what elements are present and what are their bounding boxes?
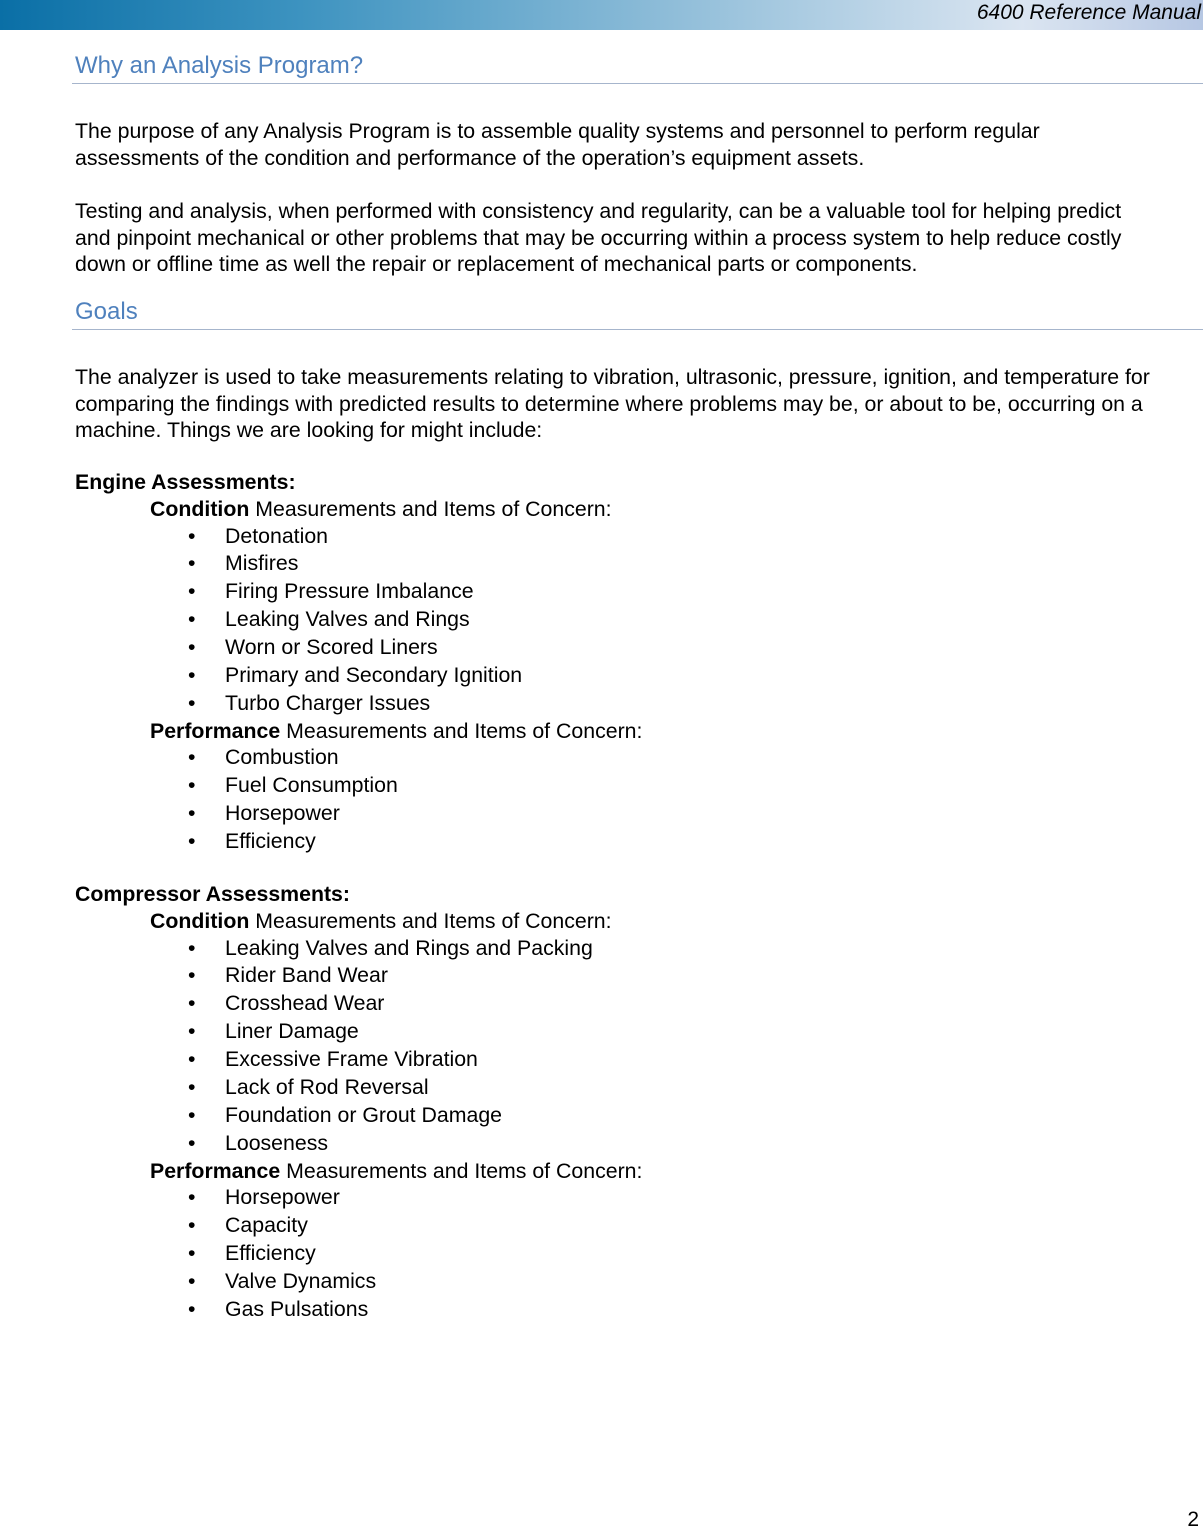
list-item-text: Excessive Frame Vibration xyxy=(225,1047,478,1072)
list-item-text: Lack of Rod Reversal xyxy=(225,1075,429,1100)
bullet-icon: • xyxy=(188,1102,196,1127)
list-item xyxy=(75,1130,1175,1158)
list-item-text: Misfires xyxy=(225,551,299,576)
list-item-text: Leaking Valves and Rings xyxy=(225,607,470,632)
bullet-icon: • xyxy=(188,1130,196,1155)
list-item-text: Detonation xyxy=(225,523,329,548)
list-item xyxy=(75,1018,1175,1046)
performance-bold: Performance xyxy=(150,718,281,743)
heading-rule xyxy=(72,329,1203,330)
heading-rule xyxy=(72,83,1203,84)
list-item xyxy=(75,634,1175,662)
list-item xyxy=(75,744,1175,772)
condition-label xyxy=(75,908,1175,935)
list-item-text: Fuel Consumption xyxy=(225,773,398,798)
performance-list xyxy=(75,744,1175,856)
paragraph: The analyzer is used to take measurements relating to vibration, ultrasonic, pressure, ignition, and temperature for comparing the findings with predicted results to determine where problems may be, or about to be, occurring on a machine. Things we are looking for might include: xyxy=(75,365,1150,442)
list-item-text: Turbo Charger Issues xyxy=(225,690,431,715)
engine-assessments xyxy=(75,469,1175,856)
performance-list xyxy=(75,1184,1175,1324)
list-item xyxy=(75,800,1175,828)
performance-label xyxy=(75,1158,1175,1185)
condition-list xyxy=(75,523,1175,718)
bullet-icon: • xyxy=(188,1296,196,1321)
paragraph: The purpose of any Analysis Program is to assemble quality systems and personnel to perform regular assessments of the condition and performance of the operation’s equipment assets. xyxy=(75,119,1040,170)
section-heading-goals: Goals xyxy=(75,298,138,325)
bullet-icon: • xyxy=(188,1075,196,1100)
bullet-icon: • xyxy=(188,773,196,798)
header-bar xyxy=(0,0,1203,30)
performance-rest: Measurements and Items of Concern: xyxy=(280,1158,643,1183)
condition-label xyxy=(75,496,1175,523)
list-item xyxy=(75,1212,1175,1240)
list-item-text: Gas Pulsations xyxy=(225,1296,369,1321)
list-item xyxy=(75,1184,1175,1212)
page-number: 2 xyxy=(1187,1508,1199,1531)
list-item xyxy=(75,690,1175,718)
assessment-title: Compressor Assessments: xyxy=(75,882,350,906)
bullet-icon: • xyxy=(188,935,196,960)
performance-bold: Performance xyxy=(150,1158,281,1183)
list-item-text: Valve Dynamics xyxy=(225,1268,377,1293)
list-item-text: Liner Damage xyxy=(225,1019,359,1044)
bullet-icon: • xyxy=(188,1019,196,1044)
list-item xyxy=(75,606,1175,634)
list-item xyxy=(75,990,1175,1018)
bullet-icon: • xyxy=(188,607,196,632)
list-item-text: Horsepower xyxy=(225,1185,340,1210)
bullet-icon: • xyxy=(188,1213,196,1238)
list-item xyxy=(75,523,1175,551)
list-item-text: Horsepower xyxy=(225,801,340,826)
list-item xyxy=(75,1046,1175,1074)
manual-title: 6400 Reference Manual xyxy=(976,1,1201,24)
performance-label xyxy=(75,718,1175,745)
performance-rest: Measurements and Items of Concern: xyxy=(280,718,643,743)
list-item-text: Worn or Scored Liners xyxy=(225,635,438,660)
list-item-text: Crosshead Wear xyxy=(225,991,385,1016)
bullet-icon: • xyxy=(188,551,196,576)
condition-bold: Condition xyxy=(150,497,250,521)
bullet-icon: • xyxy=(188,690,196,715)
bullet-icon: • xyxy=(188,663,196,688)
bullet-icon: • xyxy=(188,963,196,988)
list-item-text: Foundation or Grout Damage xyxy=(225,1102,503,1127)
condition-rest: Measurements and Items of Concern: xyxy=(249,497,612,521)
bullet-icon: • xyxy=(188,1185,196,1210)
list-item xyxy=(75,1074,1175,1102)
list-item-text: Efficiency xyxy=(225,1241,316,1266)
compressor-assessments xyxy=(75,881,1175,1324)
list-item-text: Primary and Secondary Ignition xyxy=(225,663,523,688)
list-item xyxy=(75,662,1175,690)
bullet-icon: • xyxy=(188,991,196,1016)
list-item xyxy=(75,962,1175,990)
section-heading-why: Why an Analysis Program? xyxy=(75,52,364,79)
list-item xyxy=(75,1240,1175,1268)
bullet-icon: • xyxy=(188,1047,196,1072)
condition-list xyxy=(75,935,1175,1158)
list-item xyxy=(75,1296,1175,1324)
assessment-title: Engine Assessments: xyxy=(75,470,296,494)
paragraph: Testing and analysis, when performed with consistency and regularity, can be a valuable tool for helping predict and pinpoint mechanical or other problems that may be occurring within a process system to help reduce costly down or offline time as well the repair or replacement of mechanical parts or components. xyxy=(75,199,1122,276)
bullet-icon: • xyxy=(188,829,196,854)
list-item-text: Looseness xyxy=(225,1130,329,1155)
bullet-icon: • xyxy=(188,635,196,660)
list-item-text: Rider Band Wear xyxy=(225,963,388,988)
list-item xyxy=(75,1102,1175,1130)
list-item-text: Firing Pressure Imbalance xyxy=(225,579,474,604)
list-item xyxy=(75,578,1175,606)
bullet-icon: • xyxy=(188,745,196,770)
list-item-text: Efficiency xyxy=(225,829,316,854)
bullet-icon: • xyxy=(188,1241,196,1266)
condition-rest: Measurements and Items of Concern: xyxy=(249,909,612,933)
list-item-text: Leaking Valves and Rings and Packing xyxy=(225,935,593,960)
condition-bold: Condition xyxy=(150,909,250,933)
list-item xyxy=(75,772,1175,800)
list-item-text: Combustion xyxy=(225,745,339,770)
list-item xyxy=(75,550,1175,578)
bullet-icon: • xyxy=(188,1268,196,1293)
list-item xyxy=(75,935,1175,963)
list-item xyxy=(75,1268,1175,1296)
bullet-icon: • xyxy=(188,579,196,604)
list-item xyxy=(75,828,1175,856)
list-item-text: Capacity xyxy=(225,1213,308,1238)
bullet-icon: • xyxy=(188,523,196,548)
bullet-icon: • xyxy=(188,801,196,826)
